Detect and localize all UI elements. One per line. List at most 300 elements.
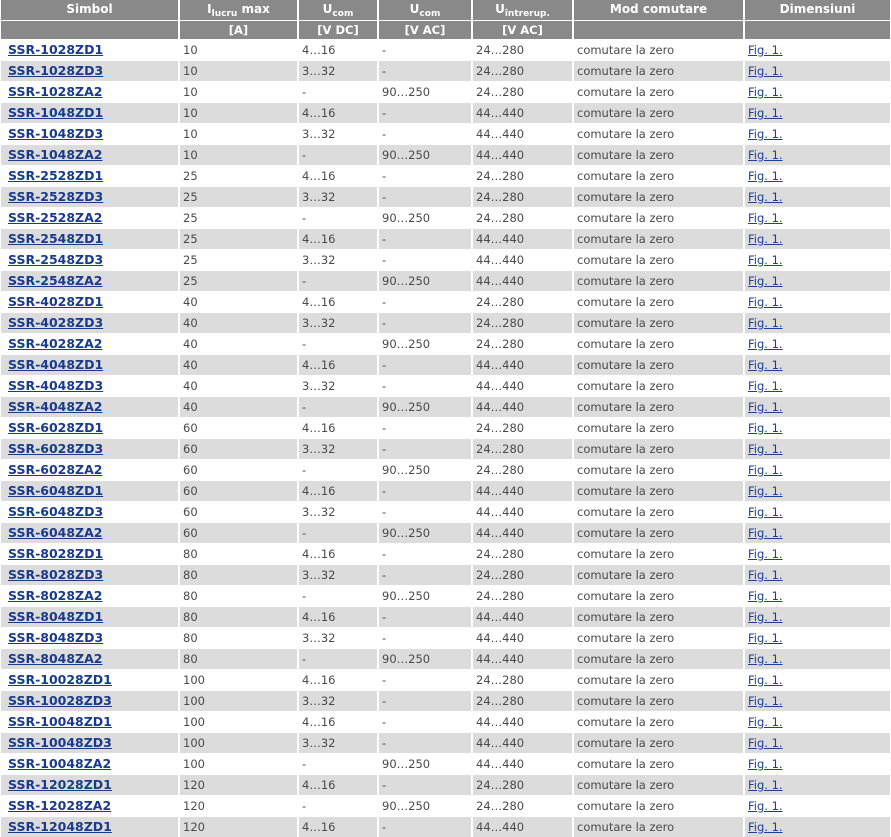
symbol-link[interactable]: SSR-1028ZA2	[8, 84, 103, 99]
cell-symbol	[1, 60, 180, 81]
cell-ucom-dc: 4…16	[299, 669, 379, 690]
cell-mode: comutare la zero	[574, 207, 745, 228]
table-row	[1, 480, 890, 501]
cell-dimensions	[745, 312, 890, 333]
figure-link[interactable]: Fig. 1.	[748, 147, 783, 162]
cell-dimensions	[745, 291, 890, 312]
figure-link[interactable]: Fig. 1.	[748, 567, 783, 582]
cell-current: 100	[180, 669, 299, 690]
symbol-link[interactable]: SSR-6048ZD1	[8, 483, 104, 498]
symbol-link[interactable]: SSR-4028ZD3	[8, 315, 104, 330]
cell-symbol	[1, 228, 180, 249]
header-ucom-dc	[299, 0, 379, 20]
cell-uint: 24…280	[473, 564, 574, 585]
figure-link[interactable]: Fig. 1.	[748, 63, 783, 78]
cell-mode: comutare la zero	[574, 669, 745, 690]
cell-symbol	[1, 543, 180, 564]
symbol-link[interactable]: SSR-10048ZA2	[8, 756, 112, 771]
cell-current: 100	[180, 753, 299, 774]
header-symbol: Simbol	[1, 0, 180, 20]
symbol-link[interactable]: SSR-10048ZD3	[8, 735, 112, 750]
cell-uint: 44…440	[473, 102, 574, 123]
figure-link[interactable]: Fig. 1.	[748, 588, 783, 603]
table-row	[1, 123, 890, 144]
figure-link[interactable]: Fig. 1.	[748, 105, 783, 120]
cell-mode: comutare la zero	[574, 711, 745, 732]
header-ucom-dc-sub: com	[332, 9, 354, 19]
cell-ucom-dc: 3…32	[299, 186, 379, 207]
figure-link[interactable]: Fig. 1.	[748, 630, 783, 645]
cell-mode: comutare la zero	[574, 732, 745, 753]
figure-link[interactable]: Fig. 1.	[748, 546, 783, 561]
cell-ucom-ac: -	[379, 417, 473, 438]
cell-current: 100	[180, 711, 299, 732]
cell-mode: comutare la zero	[574, 564, 745, 585]
symbol-link[interactable]: SSR-2528ZA2	[8, 210, 103, 225]
figure-link[interactable]: Fig. 1.	[748, 777, 783, 792]
cell-ucom-dc: -	[299, 207, 379, 228]
cell-symbol	[1, 291, 180, 312]
symbol-link[interactable]: SSR-8028ZD1	[8, 546, 104, 561]
figure-link[interactable]: Fig. 1.	[748, 504, 783, 519]
symbol-link[interactable]: SSR-10048ZD1	[8, 714, 112, 729]
symbol-link[interactable]: SSR-8028ZD3	[8, 567, 104, 582]
table-row	[1, 753, 890, 774]
cell-uint: 24…280	[473, 438, 574, 459]
cell-uint: 44…440	[473, 648, 574, 669]
cell-ucom-ac: -	[379, 669, 473, 690]
cell-symbol	[1, 669, 180, 690]
cell-dimensions	[745, 711, 890, 732]
cell-mode: comutare la zero	[574, 585, 745, 606]
table-row	[1, 585, 890, 606]
cell-mode: comutare la zero	[574, 291, 745, 312]
table-row	[1, 417, 890, 438]
cell-mode: comutare la zero	[574, 690, 745, 711]
unit-ucom-dc: [V DC]	[299, 20, 379, 39]
symbol-link[interactable]: SSR-4028ZD1	[8, 294, 104, 309]
figure-link[interactable]: Fig. 1.	[748, 735, 783, 750]
cell-symbol	[1, 627, 180, 648]
cell-mode: comutare la zero	[574, 354, 745, 375]
cell-symbol	[1, 501, 180, 522]
table-row	[1, 711, 890, 732]
table-row	[1, 732, 890, 753]
cell-ucom-ac: -	[379, 60, 473, 81]
cell-ucom-ac: -	[379, 690, 473, 711]
cell-dimensions	[745, 144, 890, 165]
header-uint	[473, 0, 574, 20]
cell-ucom-dc: 4…16	[299, 165, 379, 186]
cell-current: 10	[180, 39, 299, 60]
table-row	[1, 207, 890, 228]
symbol-link[interactable]: SSR-2548ZD3	[8, 252, 104, 267]
figure-link[interactable]: Fig. 1.	[748, 462, 783, 477]
cell-ucom-dc: 3…32	[299, 564, 379, 585]
cell-ucom-ac: -	[379, 816, 473, 837]
figure-link[interactable]: Fig. 1.	[748, 756, 783, 771]
cell-ucom-dc: 3…32	[299, 312, 379, 333]
cell-ucom-dc: 3…32	[299, 123, 379, 144]
cell-uint: 24…280	[473, 417, 574, 438]
cell-mode: comutare la zero	[574, 753, 745, 774]
table-row	[1, 375, 890, 396]
cell-mode: comutare la zero	[574, 438, 745, 459]
cell-mode: comutare la zero	[574, 60, 745, 81]
figure-link[interactable]: Fig. 1.	[748, 420, 783, 435]
table-row	[1, 39, 890, 60]
cell-symbol	[1, 585, 180, 606]
cell-ucom-ac: -	[379, 186, 473, 207]
cell-dimensions	[745, 375, 890, 396]
figure-link[interactable]: Fig. 1.	[748, 714, 783, 729]
symbol-link[interactable]: SSR-6048ZD3	[8, 504, 104, 519]
cell-ucom-dc: 4…16	[299, 102, 379, 123]
table-row	[1, 648, 890, 669]
table-row	[1, 144, 890, 165]
cell-ucom-ac: -	[379, 102, 473, 123]
cell-ucom-dc: 4…16	[299, 291, 379, 312]
figure-link[interactable]: Fig. 1.	[748, 315, 783, 330]
figure-link[interactable]: Fig. 1.	[748, 126, 783, 141]
cell-mode: comutare la zero	[574, 102, 745, 123]
figure-link[interactable]: Fig. 1.	[748, 693, 783, 708]
cell-ucom-dc: 3…32	[299, 249, 379, 270]
header-dimensions: Dimensiuni	[745, 0, 890, 20]
cell-symbol	[1, 459, 180, 480]
cell-uint: 24…280	[473, 312, 574, 333]
cell-ucom-ac: 90…250	[379, 585, 473, 606]
symbol-link[interactable]: SSR-2548ZA2	[8, 273, 103, 288]
cell-symbol	[1, 123, 180, 144]
cell-ucom-ac: 90…250	[379, 753, 473, 774]
cell-uint: 24…280	[473, 459, 574, 480]
cell-uint: 24…280	[473, 774, 574, 795]
symbol-link[interactable]: SSR-1048ZD1	[8, 105, 104, 120]
cell-uint: 44…440	[473, 732, 574, 753]
symbol-link[interactable]: SSR-1048ZD3	[8, 126, 104, 141]
cell-symbol	[1, 564, 180, 585]
cell-ucom-dc: -	[299, 270, 379, 291]
cell-mode: comutare la zero	[574, 228, 745, 249]
cell-symbol	[1, 207, 180, 228]
cell-ucom-ac: -	[379, 606, 473, 627]
table-row	[1, 816, 890, 837]
symbol-link[interactable]: SSR-4048ZD1	[8, 357, 104, 372]
cell-dimensions	[745, 564, 890, 585]
cell-mode: comutare la zero	[574, 81, 745, 102]
cell-ucom-ac: -	[379, 774, 473, 795]
figure-link[interactable]: Fig. 1.	[748, 168, 783, 183]
cell-uint: 24…280	[473, 795, 574, 816]
cell-ucom-ac: -	[379, 354, 473, 375]
figure-link[interactable]: Fig. 1.	[748, 399, 783, 414]
unit-symbol	[1, 20, 180, 39]
cell-mode: comutare la zero	[574, 270, 745, 291]
symbol-link[interactable]: SSR-1048ZA2	[8, 147, 103, 162]
cell-symbol	[1, 816, 180, 837]
figure-link[interactable]: Fig. 1.	[748, 672, 783, 687]
figure-link[interactable]: Fig. 1.	[748, 252, 783, 267]
cell-current: 120	[180, 795, 299, 816]
cell-dimensions	[745, 60, 890, 81]
cell-symbol	[1, 396, 180, 417]
symbol-link[interactable]: SSR-6048ZA2	[8, 525, 103, 540]
header-ucom-ac-sub: com	[419, 9, 441, 19]
cell-ucom-dc: -	[299, 459, 379, 480]
symbol-link[interactable]: SSR-4048ZA2	[8, 399, 103, 414]
cell-current: 10	[180, 60, 299, 81]
unit-mode	[574, 20, 745, 39]
symbol-link[interactable]: SSR-6028ZA2	[8, 462, 103, 477]
unit-ucom-ac: [V AC]	[379, 20, 473, 39]
figure-link[interactable]: Fig. 1.	[748, 189, 783, 204]
symbol-link[interactable]: SSR-2548ZD1	[8, 231, 104, 246]
cell-mode: comutare la zero	[574, 480, 745, 501]
cell-ucom-dc: -	[299, 585, 379, 606]
cell-ucom-ac: 90…250	[379, 333, 473, 354]
cell-ucom-ac: -	[379, 291, 473, 312]
header-current-suffix: max	[237, 2, 270, 16]
cell-uint: 24…280	[473, 81, 574, 102]
cell-dimensions	[745, 459, 890, 480]
cell-mode: comutare la zero	[574, 249, 745, 270]
cell-symbol	[1, 417, 180, 438]
cell-ucom-dc: 3…32	[299, 60, 379, 81]
cell-mode: comutare la zero	[574, 165, 745, 186]
symbol-link[interactable]: SSR-1028ZD1	[8, 42, 104, 57]
cell-current: 25	[180, 165, 299, 186]
symbol-link[interactable]: SSR-4048ZD3	[8, 378, 104, 393]
cell-ucom-dc: 3…32	[299, 501, 379, 522]
table-row	[1, 543, 890, 564]
cell-ucom-dc: 4…16	[299, 354, 379, 375]
cell-symbol	[1, 81, 180, 102]
cell-dimensions	[745, 816, 890, 837]
cell-uint: 44…440	[473, 354, 574, 375]
table-row	[1, 81, 890, 102]
header-uint-main: U	[495, 2, 505, 16]
cell-ucom-dc: 4…16	[299, 480, 379, 501]
cell-uint: 24…280	[473, 186, 574, 207]
header-ucom-dc-main: U	[322, 2, 333, 16]
symbol-link[interactable]: SSR-8048ZD3	[8, 630, 104, 645]
cell-dimensions	[745, 39, 890, 60]
cell-ucom-ac: 90…250	[379, 207, 473, 228]
cell-mode: comutare la zero	[574, 123, 745, 144]
cell-symbol	[1, 354, 180, 375]
symbol-link[interactable]: SSR-12028ZD1	[8, 777, 112, 792]
cell-ucom-ac: -	[379, 312, 473, 333]
cell-mode: comutare la zero	[574, 312, 745, 333]
cell-uint: 44…440	[473, 228, 574, 249]
figure-link[interactable]: Fig. 1.	[748, 609, 783, 624]
cell-uint: 44…440	[473, 606, 574, 627]
figure-link[interactable]: Fig. 1.	[748, 210, 783, 225]
figure-link[interactable]: Fig. 1.	[748, 42, 783, 57]
cell-ucom-dc: 3…32	[299, 627, 379, 648]
table-row	[1, 333, 890, 354]
symbol-link[interactable]: SSR-2528ZD1	[8, 168, 104, 183]
symbol-link[interactable]: SSR-6028ZD3	[8, 441, 104, 456]
cell-ucom-dc: 3…32	[299, 732, 379, 753]
cell-symbol	[1, 270, 180, 291]
cell-current: 120	[180, 816, 299, 837]
cell-current: 60	[180, 438, 299, 459]
cell-uint: 44…440	[473, 522, 574, 543]
cell-dimensions	[745, 627, 890, 648]
figure-link[interactable]: Fig. 1.	[748, 231, 783, 246]
symbol-link[interactable]: SSR-10028ZD3	[8, 693, 112, 708]
symbol-link[interactable]: SSR-2528ZD3	[8, 189, 104, 204]
cell-uint: 24…280	[473, 585, 574, 606]
figure-link[interactable]: Fig. 1.	[748, 378, 783, 393]
cell-mode: comutare la zero	[574, 459, 745, 480]
figure-link[interactable]: Fig. 1.	[748, 273, 783, 288]
symbol-link[interactable]: SSR-6028ZD1	[8, 420, 104, 435]
cell-current: 25	[180, 249, 299, 270]
cell-dimensions	[745, 753, 890, 774]
cell-current: 120	[180, 774, 299, 795]
symbol-link[interactable]: SSR-4028ZA2	[8, 336, 103, 351]
table-row	[1, 669, 890, 690]
table-row	[1, 249, 890, 270]
figure-link[interactable]: Fig. 1.	[748, 441, 783, 456]
cell-symbol	[1, 774, 180, 795]
cell-current: 80	[180, 627, 299, 648]
cell-uint: 24…280	[473, 690, 574, 711]
symbol-link[interactable]: SSR-8048ZD1	[8, 609, 104, 624]
figure-link[interactable]: Fig. 1.	[748, 84, 783, 99]
table-body	[1, 39, 890, 837]
figure-link[interactable]: Fig. 1.	[748, 651, 783, 666]
cell-mode: comutare la zero	[574, 417, 745, 438]
cell-mode: comutare la zero	[574, 522, 745, 543]
cell-symbol	[1, 375, 180, 396]
symbol-link[interactable]: SSR-12028ZA2	[8, 798, 112, 813]
header-row	[1, 0, 890, 20]
cell-dimensions	[745, 102, 890, 123]
cell-ucom-dc: 4…16	[299, 606, 379, 627]
table-row	[1, 312, 890, 333]
cell-uint: 24…280	[473, 207, 574, 228]
table-header	[1, 0, 890, 39]
cell-symbol	[1, 39, 180, 60]
symbol-link[interactable]: SSR-10028ZD1	[8, 672, 112, 687]
cell-ucom-ac: 90…250	[379, 270, 473, 291]
cell-dimensions	[745, 123, 890, 144]
symbol-link[interactable]: SSR-1028ZD3	[8, 63, 104, 78]
figure-link[interactable]: Fig. 1.	[748, 819, 783, 834]
cell-symbol	[1, 732, 180, 753]
cell-mode: comutare la zero	[574, 333, 745, 354]
unit-dimensions	[745, 20, 890, 39]
cell-dimensions	[745, 690, 890, 711]
cell-ucom-ac: -	[379, 732, 473, 753]
figure-link[interactable]: Fig. 1.	[748, 525, 783, 540]
cell-mode: comutare la zero	[574, 648, 745, 669]
cell-uint: 44…440	[473, 501, 574, 522]
cell-ucom-dc: 4…16	[299, 39, 379, 60]
cell-current: 10	[180, 81, 299, 102]
cell-symbol	[1, 333, 180, 354]
cell-current: 80	[180, 564, 299, 585]
header-ucom-ac	[379, 0, 473, 20]
table-row	[1, 438, 890, 459]
cell-ucom-dc: -	[299, 144, 379, 165]
symbol-link[interactable]: SSR-12048ZD1	[8, 819, 112, 834]
cell-current: 60	[180, 459, 299, 480]
cell-current: 25	[180, 270, 299, 291]
header-current-main: I	[207, 2, 212, 16]
table-row	[1, 501, 890, 522]
cell-current: 40	[180, 291, 299, 312]
table-row	[1, 60, 890, 81]
header-current-sub: lucru	[211, 9, 238, 19]
figure-link[interactable]: Fig. 1.	[748, 336, 783, 351]
cell-current: 10	[180, 102, 299, 123]
cell-current: 80	[180, 648, 299, 669]
unit-current: [A]	[180, 20, 299, 39]
cell-dimensions	[745, 186, 890, 207]
cell-mode: comutare la zero	[574, 396, 745, 417]
cell-ucom-ac: -	[379, 375, 473, 396]
cell-uint: 24…280	[473, 333, 574, 354]
cell-ucom-ac: 90…250	[379, 396, 473, 417]
cell-symbol	[1, 753, 180, 774]
header-uint-sub: întrerup.	[504, 9, 550, 19]
symbol-link[interactable]: SSR-8048ZA2	[8, 651, 103, 666]
cell-uint: 44…440	[473, 396, 574, 417]
cell-symbol	[1, 480, 180, 501]
figure-link[interactable]: Fig. 1.	[748, 798, 783, 813]
cell-dimensions	[745, 81, 890, 102]
cell-dimensions	[745, 165, 890, 186]
cell-ucom-ac: -	[379, 228, 473, 249]
cell-symbol	[1, 522, 180, 543]
cell-uint: 24…280	[473, 543, 574, 564]
symbol-link[interactable]: SSR-8028ZA2	[8, 588, 103, 603]
table-row	[1, 606, 890, 627]
cell-ucom-ac: -	[379, 480, 473, 501]
cell-ucom-dc: -	[299, 333, 379, 354]
cell-ucom-ac: 90…250	[379, 648, 473, 669]
cell-current: 80	[180, 543, 299, 564]
cell-ucom-ac: -	[379, 564, 473, 585]
cell-dimensions	[745, 795, 890, 816]
figure-link[interactable]: Fig. 1.	[748, 483, 783, 498]
cell-current: 80	[180, 585, 299, 606]
figure-link[interactable]: Fig. 1.	[748, 357, 783, 372]
cell-current: 40	[180, 354, 299, 375]
table-row	[1, 690, 890, 711]
cell-uint: 24…280	[473, 669, 574, 690]
figure-link[interactable]: Fig. 1.	[748, 294, 783, 309]
cell-uint: 44…440	[473, 375, 574, 396]
cell-dimensions	[745, 438, 890, 459]
table-row	[1, 165, 890, 186]
cell-ucom-dc: -	[299, 753, 379, 774]
cell-uint: 24…280	[473, 291, 574, 312]
cell-symbol	[1, 165, 180, 186]
cell-current: 40	[180, 375, 299, 396]
cell-ucom-ac: -	[379, 438, 473, 459]
cell-dimensions	[745, 501, 890, 522]
cell-uint: 44…440	[473, 753, 574, 774]
cell-mode: comutare la zero	[574, 375, 745, 396]
cell-dimensions	[745, 249, 890, 270]
cell-symbol	[1, 690, 180, 711]
